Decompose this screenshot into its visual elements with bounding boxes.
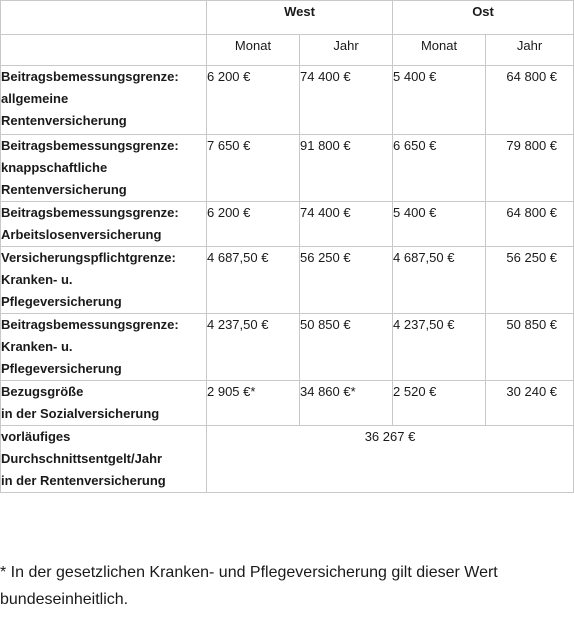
ost-jahr-value: 56 250 € bbox=[486, 247, 574, 314]
west-jahr-value: 91 800 € bbox=[300, 135, 393, 202]
table-row bbox=[1, 381, 574, 426]
row-label-line: Durchschnittsentgelt/Jahr bbox=[1, 451, 163, 466]
ost-monat-value: 5 400 € bbox=[393, 202, 486, 247]
header-west: West bbox=[207, 1, 393, 35]
row-label-line: Bezugsgröße bbox=[1, 384, 84, 399]
ost-monat-value: 4 237,50 € bbox=[393, 314, 486, 381]
row-label bbox=[1, 314, 207, 381]
table-row bbox=[1, 426, 574, 493]
row-label-line: Beitragsbemessungsgrenze: bbox=[1, 317, 179, 332]
row-label bbox=[1, 66, 207, 135]
table-row bbox=[1, 66, 574, 135]
west-monat-value: 7 650 € bbox=[207, 135, 300, 202]
ost-monat-value: 2 520 € bbox=[393, 381, 486, 426]
west-monat-value: 4 687,50 € bbox=[207, 247, 300, 314]
header-sub-row bbox=[1, 35, 574, 66]
row-label-line: Beitragsbemessungsgrenze: bbox=[1, 205, 179, 220]
west-jahr-value: 56 250 € bbox=[300, 247, 393, 314]
ost-jahr-value: 50 850 € bbox=[486, 314, 574, 381]
table-row bbox=[1, 135, 574, 202]
table-row bbox=[1, 202, 574, 247]
ost-jahr-value: 64 800 € bbox=[486, 66, 574, 135]
footnote-line: bundeseinheitlich. bbox=[0, 591, 129, 608]
west-jahr-value: 74 400 € bbox=[300, 202, 393, 247]
west-jahr-value: 74 400 € bbox=[300, 66, 393, 135]
row-label-line: allgemeine bbox=[1, 91, 69, 106]
row-label-line: Rentenversicherung bbox=[1, 182, 127, 197]
row-label-line: Arbeitslosenversicherung bbox=[1, 227, 162, 242]
row-label-line: knappschaftliche bbox=[1, 160, 108, 175]
row-label-line: in der Rentenversicherung bbox=[1, 473, 166, 488]
header-ost-monat: Monat bbox=[393, 35, 486, 66]
row-label bbox=[1, 247, 207, 314]
header-group-row bbox=[1, 1, 574, 35]
ost-jahr-value: 79 800 € bbox=[486, 135, 574, 202]
row-label-line: in der Sozialversicherung bbox=[1, 406, 160, 421]
ost-monat-value: 6 650 € bbox=[393, 135, 486, 202]
header-west-jahr: Jahr bbox=[300, 35, 393, 66]
row-label bbox=[1, 426, 207, 493]
ost-monat-value: 4 687,50 € bbox=[393, 247, 486, 314]
west-monat-value: 4 237,50 € bbox=[207, 314, 300, 381]
west-monat-value: 6 200 € bbox=[207, 202, 300, 247]
header-west-monat: Monat bbox=[207, 35, 300, 66]
table-row bbox=[1, 314, 574, 381]
row-label-line: Beitragsbemessungsgrenze: bbox=[1, 69, 179, 84]
west-jahr-value: 50 850 € bbox=[300, 314, 393, 381]
row-label bbox=[1, 381, 207, 426]
ost-monat-value: 5 400 € bbox=[393, 66, 486, 135]
row-label bbox=[1, 202, 207, 247]
ost-jahr-value: 64 800 € bbox=[486, 202, 574, 247]
row-label bbox=[1, 135, 207, 202]
average-income-value: 36 267 € bbox=[207, 426, 574, 493]
sub-corner-cell bbox=[1, 35, 207, 66]
west-monat-value: 2 905 €* bbox=[207, 381, 300, 426]
corner-cell bbox=[1, 1, 207, 35]
footnote-line: * In der gesetzlichen Kranken- und Pflegeversicherung gilt dieser Wert bbox=[0, 564, 498, 581]
header-ost: Ost bbox=[393, 1, 574, 35]
ost-jahr-value: 30 240 € bbox=[486, 381, 574, 426]
table-row bbox=[1, 247, 574, 314]
row-label-line: vorläufiges bbox=[1, 429, 71, 444]
row-label-line: Versicherungspflichtgrenze: bbox=[1, 250, 176, 265]
footnote bbox=[0, 559, 570, 613]
row-label-line: Pflegeversicherung bbox=[1, 361, 122, 376]
row-label-line: Beitragsbemessungsgrenze: bbox=[1, 138, 179, 153]
row-label-line: Pflegeversicherung bbox=[1, 294, 122, 309]
row-label-line: Kranken- u. bbox=[1, 339, 73, 354]
row-label-line: Kranken- u. bbox=[1, 272, 73, 287]
west-jahr-value: 34 860 €* bbox=[300, 381, 393, 426]
header-ost-jahr: Jahr bbox=[486, 35, 574, 66]
west-monat-value: 6 200 € bbox=[207, 66, 300, 135]
row-label-line: Rentenversicherung bbox=[1, 113, 127, 128]
